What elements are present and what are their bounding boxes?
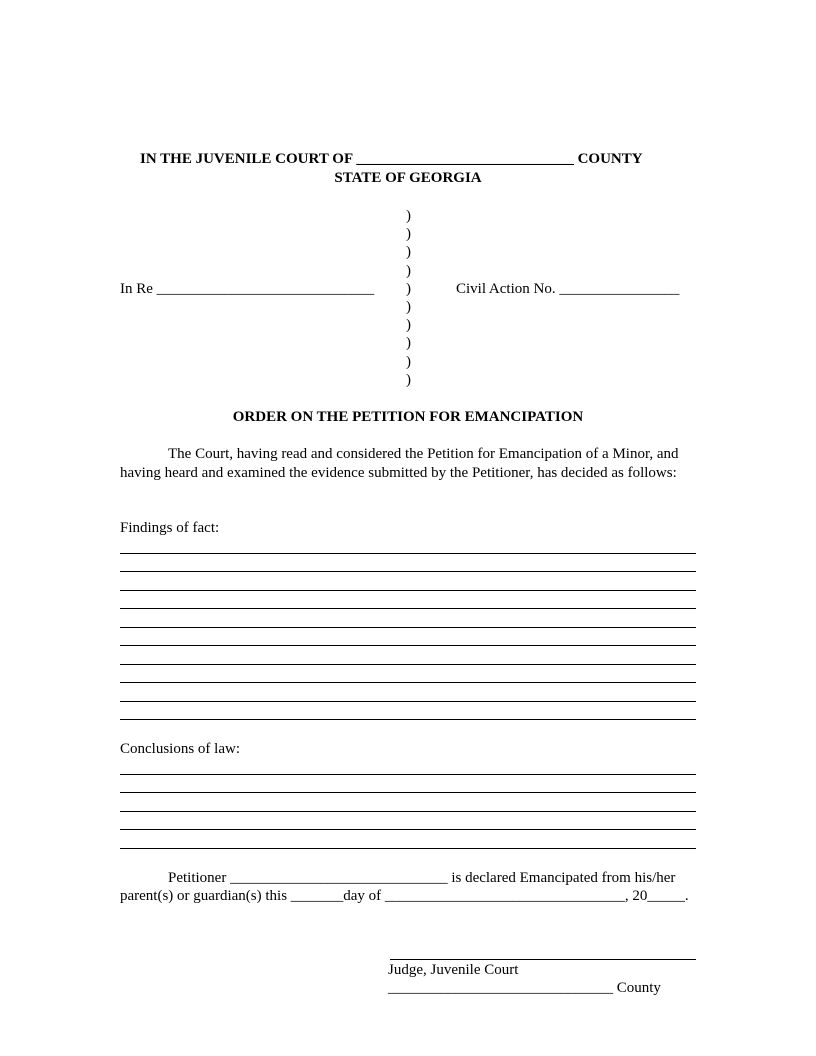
caption-paren: ) xyxy=(406,353,411,370)
caption-paren: ) xyxy=(406,244,411,261)
findings-line[interactable] xyxy=(120,701,696,702)
findings-line[interactable] xyxy=(120,645,696,646)
conclusions-line[interactable] xyxy=(120,848,696,849)
in-re-field[interactable]: In Re _____________________________ xyxy=(120,281,375,297)
judge-signature-line[interactable] xyxy=(390,959,696,960)
order-title: ORDER ON THE PETITION FOR EMANCIPATION xyxy=(232,409,584,425)
court-header xyxy=(140,151,680,168)
caption-paren: ) xyxy=(406,335,411,352)
conclusions-line[interactable] xyxy=(120,829,696,830)
conclusions-line[interactable] xyxy=(120,774,696,775)
findings-line[interactable] xyxy=(120,608,696,609)
findings-line[interactable] xyxy=(120,682,696,683)
caption-paren: ) xyxy=(406,208,411,224)
caption-paren: ) xyxy=(406,262,411,279)
court-suffix: COUNTY xyxy=(577,151,643,167)
findings-line[interactable] xyxy=(120,590,696,591)
findings-line[interactable] xyxy=(120,664,696,665)
findings-line[interactable] xyxy=(120,553,696,554)
caption-divider xyxy=(406,207,418,389)
caption-paren: ) xyxy=(406,371,411,388)
declaration-line-2[interactable]: parent(s) or guardian(s) this _______day of ________________________________, 20_____. xyxy=(120,888,689,904)
judge-title: Judge, Juvenile Court xyxy=(388,962,519,978)
conclusions-line[interactable] xyxy=(120,811,696,812)
caption-paren: ) xyxy=(406,280,411,297)
state-heading: STATE OF GEORGIA xyxy=(334,170,482,186)
civil-action-field[interactable]: Civil Action No. ________________ xyxy=(456,281,680,297)
findings-line[interactable] xyxy=(120,719,696,720)
signature-county[interactable]: ______________________________ County xyxy=(388,980,661,996)
findings-label: Findings of fact: xyxy=(120,520,220,536)
conclusions-line[interactable] xyxy=(120,792,696,793)
declaration-line-1[interactable]: Petitioner _____________________________ is declared Emancipated from his/her xyxy=(168,870,676,886)
findings-line[interactable] xyxy=(120,571,696,572)
county-blank[interactable]: _____________________________ xyxy=(356,151,574,167)
findings-line[interactable] xyxy=(120,627,696,628)
caption-paren: ) xyxy=(406,226,411,243)
court-prefix: IN THE JUVENILE COURT OF xyxy=(140,151,353,167)
caption-paren: ) xyxy=(406,317,411,334)
caption-paren: ) xyxy=(406,298,411,315)
intro-text: The Court, having read and considered the Petition for Emancipation of a Minor, and having heard and examined the evidence submitted by the Petitioner, has decided as follows: xyxy=(120,446,679,481)
intro-paragraph xyxy=(120,445,698,483)
conclusions-label: Conclusions of law: xyxy=(120,741,240,757)
